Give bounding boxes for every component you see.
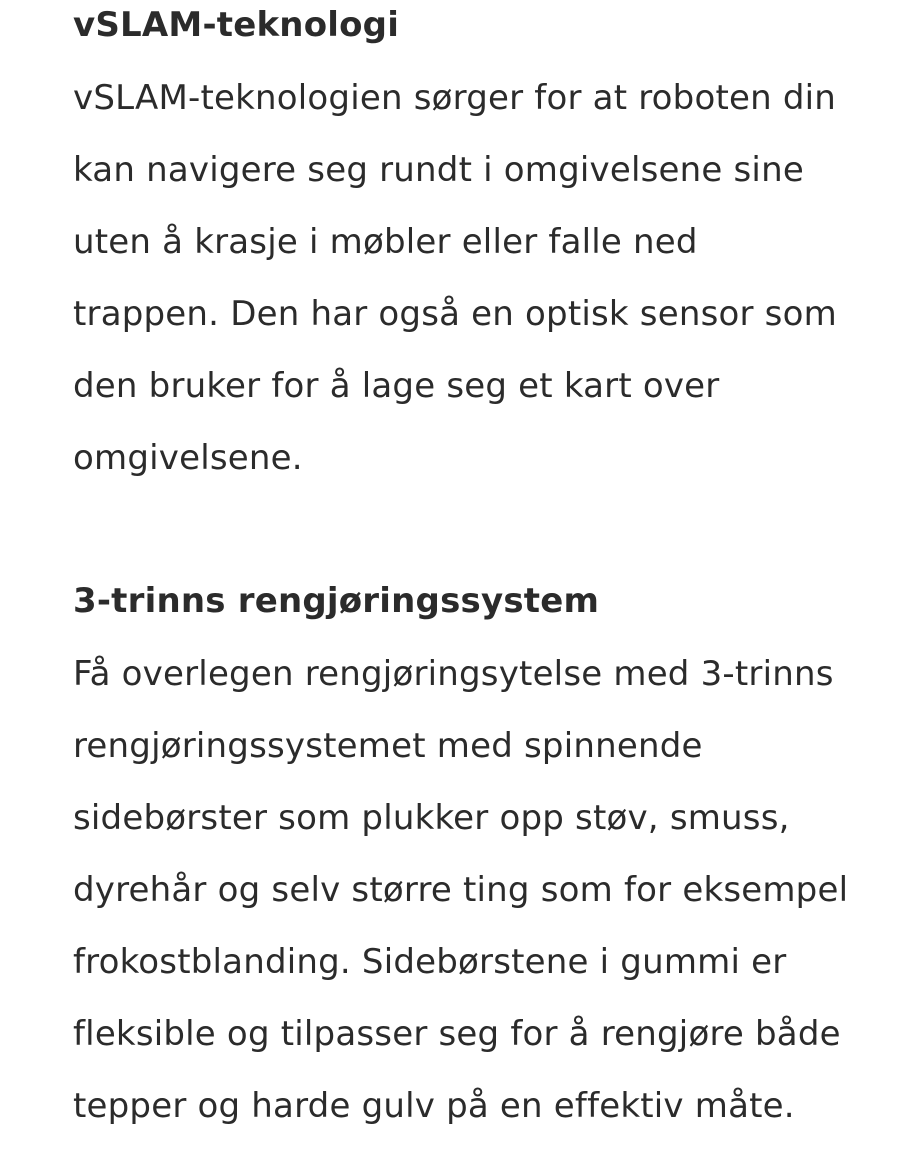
paragraph-line: frokostblanding. Sidebørstene i gummi er — [73, 942, 787, 982]
paragraph-line: dyrehår og selv større ting som for eksempel — [73, 870, 849, 910]
paragraph-line: rengjøringssystemet med spinnende — [73, 726, 703, 766]
section-heading-cleaning-system: 3-trinns rengjøringssystem — [73, 581, 600, 621]
paragraph-line: Få overlegen rengjøringsytelse med 3-trinns — [73, 654, 834, 694]
paragraph-line: sidebørster som plukker opp støv, smuss, — [73, 798, 790, 838]
paragraph-line: fleksible og tilpasser seg for å rengjøre både — [73, 1014, 841, 1054]
paragraph-line: trappen. Den har også en optisk sensor som — [73, 294, 837, 334]
section-heading-vslam: vSLAM-teknologi — [73, 5, 400, 45]
paragraph-line: vSLAM-teknologien sørger for at roboten din — [73, 78, 837, 118]
paragraph-line: den bruker for å lage seg et kart over — [73, 366, 720, 406]
paragraph-line: uten å krasje i møbler eller falle ned — [73, 222, 698, 262]
paragraph-line: omgivelsene. — [73, 438, 303, 478]
paragraph-line: kan navigere seg rundt i omgivelsene sine — [73, 150, 804, 190]
paragraph-line: tepper og harde gulv på en effektiv måte. — [73, 1086, 795, 1126]
